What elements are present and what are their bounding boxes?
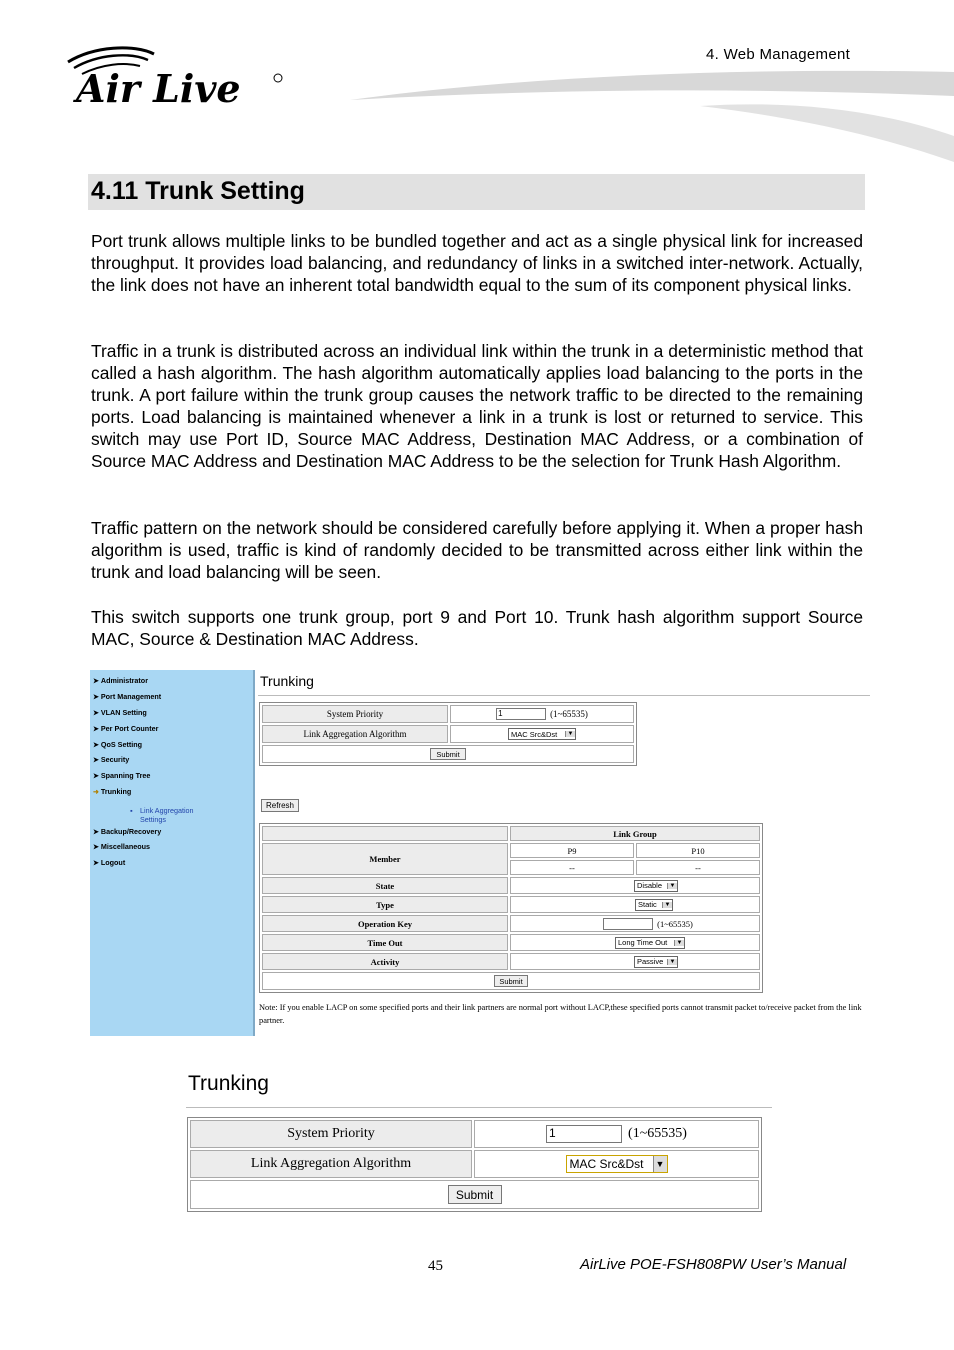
header-swoosh xyxy=(340,66,954,176)
zoom-system-priority-input[interactable]: 1 xyxy=(546,1125,622,1143)
chapter-heading: 4. Web Management xyxy=(706,46,851,63)
activity-cell xyxy=(510,953,760,970)
chevron-down-icon: ▼ xyxy=(667,883,677,889)
arrow-icon: ➤ xyxy=(93,742,99,749)
system-priority-range: (1~65535) xyxy=(550,709,588,719)
system-priority-input[interactable]: 1 xyxy=(496,708,546,720)
port-p9-value: -- xyxy=(510,860,634,875)
type-cell xyxy=(510,896,760,913)
paragraph-hash: Traffic in a trunk is distributed across an individual link within the trunk in a deterministic method that called a hash algorithm. The hash algorithm automatically applies load balancing to the ports in the trunk. A port failure within the trunk group causes the network traffic to be directed to the remaining ports. Load balancing is maintained whenever a link in a trunk is lost or returned to service. This switch may use Port ID, Source MAC Address, Destination MAC Address, or a combination of Source MAC Address and Destination MAC Address to be the selection for Trunk Hash Algorithm. xyxy=(91,341,863,471)
operation-key-input[interactable] xyxy=(603,918,653,930)
trunking-screenshot xyxy=(90,670,870,1038)
sidebar-item-miscellaneous[interactable]: ➤ Miscellaneous xyxy=(93,842,151,851)
operation-key-label: Operation Key xyxy=(262,915,508,932)
folder-open-icon: ➜ xyxy=(93,789,99,796)
chevron-down-icon: ▼ xyxy=(653,1156,667,1172)
sidebar-item-port-management[interactable]: ➤ Port Management xyxy=(93,692,162,701)
zoom-system-priority-range: (1~65535) xyxy=(628,1126,687,1141)
type-label: Type xyxy=(262,896,508,913)
page-number: 45 xyxy=(428,1258,443,1274)
zoom-algorithm-select[interactable]: MAC Src&Dst ▼ xyxy=(566,1155,668,1173)
algorithm-cell xyxy=(450,725,634,743)
manual-title: AirLive POE-FSH808PW User’s Manual xyxy=(580,1256,847,1273)
system-settings-table xyxy=(259,702,637,766)
zoom-title: Trunking xyxy=(188,1072,269,1095)
chevron-down-icon: ▼ xyxy=(667,959,677,965)
link-group-table xyxy=(259,823,763,993)
arrow-icon: ➤ xyxy=(93,678,99,685)
airlive-logo xyxy=(64,44,294,113)
type-select[interactable]: Static ▼ xyxy=(635,899,673,911)
port-p9-header: P9 xyxy=(510,843,634,858)
sidebar-item-trunking[interactable]: ➜ Trunking xyxy=(93,787,132,796)
link-group-submit-cell xyxy=(262,972,760,990)
sidebar-item-vlan-setting[interactable]: ➤ VLAN Setting xyxy=(93,708,147,717)
link-group-header: Link Group xyxy=(510,826,760,841)
time-out-label: Time Out xyxy=(262,934,508,951)
state-cell xyxy=(510,877,760,894)
lacp-note: Note: If you enable LACP on some specified ports and their link partners are normal port without LACP,these specified ports cannot transmit packet to/receive packet from the link partner. xyxy=(259,1003,862,1025)
arrow-icon: ➤ xyxy=(93,757,99,764)
algorithm-select[interactable]: MAC Src&Dst ▼ xyxy=(508,728,576,740)
sidebar-item-logout[interactable]: ➤ Logout xyxy=(93,858,126,867)
paragraph-support: This switch supports one trunk group, port 9 and Port 10. Trunk hash algorithm support Source MAC, Source & Destination MAC Address. xyxy=(91,607,863,649)
zoom-title-divider xyxy=(186,1107,772,1108)
link-group-submit-button[interactable]: Submit xyxy=(494,975,528,987)
operation-key-range: (1~65535) xyxy=(657,918,693,929)
zoom-algorithm-label: Link Aggregation Algorithm xyxy=(190,1150,472,1178)
refresh-button[interactable]: Refresh xyxy=(261,799,299,812)
title-divider xyxy=(258,695,870,696)
sidebar-menu xyxy=(90,670,255,1036)
panel-title: Trunking xyxy=(260,673,314,689)
arrow-icon: ➤ xyxy=(93,726,99,733)
zoom-algorithm-cell xyxy=(474,1150,759,1178)
activity-select[interactable]: Passive ▼ xyxy=(634,956,678,968)
sidebar-sub-link-aggregation[interactable]: Link Aggregation Settings xyxy=(140,806,194,824)
arrow-icon: ➤ xyxy=(93,844,99,851)
arrow-icon: ➤ xyxy=(93,710,99,717)
zoom-system-priority-cell xyxy=(474,1120,759,1148)
zoom-system-priority-label: System Priority xyxy=(190,1120,472,1148)
activity-label: Activity xyxy=(262,953,508,970)
section-title: 4.11 Trunk Setting xyxy=(91,177,305,205)
bullet-icon: ▪ xyxy=(130,806,133,815)
paragraph-traffic: Traffic pattern on the network should be considered carefully before applying it. When a proper hash algorithm is used, traffic is kind of randomly decided to be transmitted across either link within the trunk and load balancing will be seen. xyxy=(91,518,863,582)
system-priority-cell xyxy=(450,705,634,723)
submit-button[interactable]: Submit xyxy=(430,748,466,760)
system-priority-label: System Priority xyxy=(262,705,448,723)
time-out-select[interactable]: Long Time Out ▼ xyxy=(615,937,685,949)
empty-header-cell xyxy=(262,826,508,841)
algorithm-label: Link Aggregation Algorithm xyxy=(262,725,448,743)
state-select[interactable]: Disable ▼ xyxy=(634,880,678,892)
arrow-icon: ➤ xyxy=(93,860,99,867)
chevron-down-icon: ▼ xyxy=(565,731,575,737)
zoom-settings-table xyxy=(187,1117,762,1212)
sidebar-item-security[interactable]: ➤ Security xyxy=(93,755,130,764)
logo-wordmark: Air Live xyxy=(76,66,241,108)
trunking-panel xyxy=(258,670,870,1038)
zoom-submit-cell xyxy=(190,1180,759,1209)
paragraph-intro: Port trunk allows multiple links to be bundled together and act as a single physical link for increased throughput. It provides load balancing, and redundancy of links in a switched inter-network. Actually, the link does not have an inherent total bandwidth equal to the sum of its component physical links. xyxy=(91,231,863,295)
submit-cell xyxy=(262,745,634,763)
port-p10-header: P10 xyxy=(636,843,760,858)
sidebar-item-backup-recovery[interactable]: ➤ Backup/Recovery xyxy=(93,827,162,836)
zoom-submit-button[interactable]: Submit xyxy=(448,1185,502,1204)
sidebar-item-per-port-counter[interactable]: ➤ Per Port Counter xyxy=(93,724,159,733)
sidebar-item-administrator[interactable]: ➤ Administrator xyxy=(93,676,148,685)
arrow-icon: ➤ xyxy=(93,694,99,701)
time-out-cell xyxy=(510,934,760,951)
member-label: Member xyxy=(262,843,508,875)
chevron-down-icon: ▼ xyxy=(662,902,672,908)
arrow-icon: ➤ xyxy=(93,773,99,780)
sidebar-item-qos-setting[interactable]: ➤ QoS Setting xyxy=(93,740,143,749)
arrow-icon: ➤ xyxy=(93,829,99,836)
sidebar-item-spanning-tree[interactable]: ➤ Spanning Tree xyxy=(93,771,151,780)
operation-key-cell xyxy=(510,915,760,932)
port-p10-value: -- xyxy=(636,860,760,875)
state-label: State xyxy=(262,877,508,894)
chevron-down-icon: ▼ xyxy=(674,940,684,946)
